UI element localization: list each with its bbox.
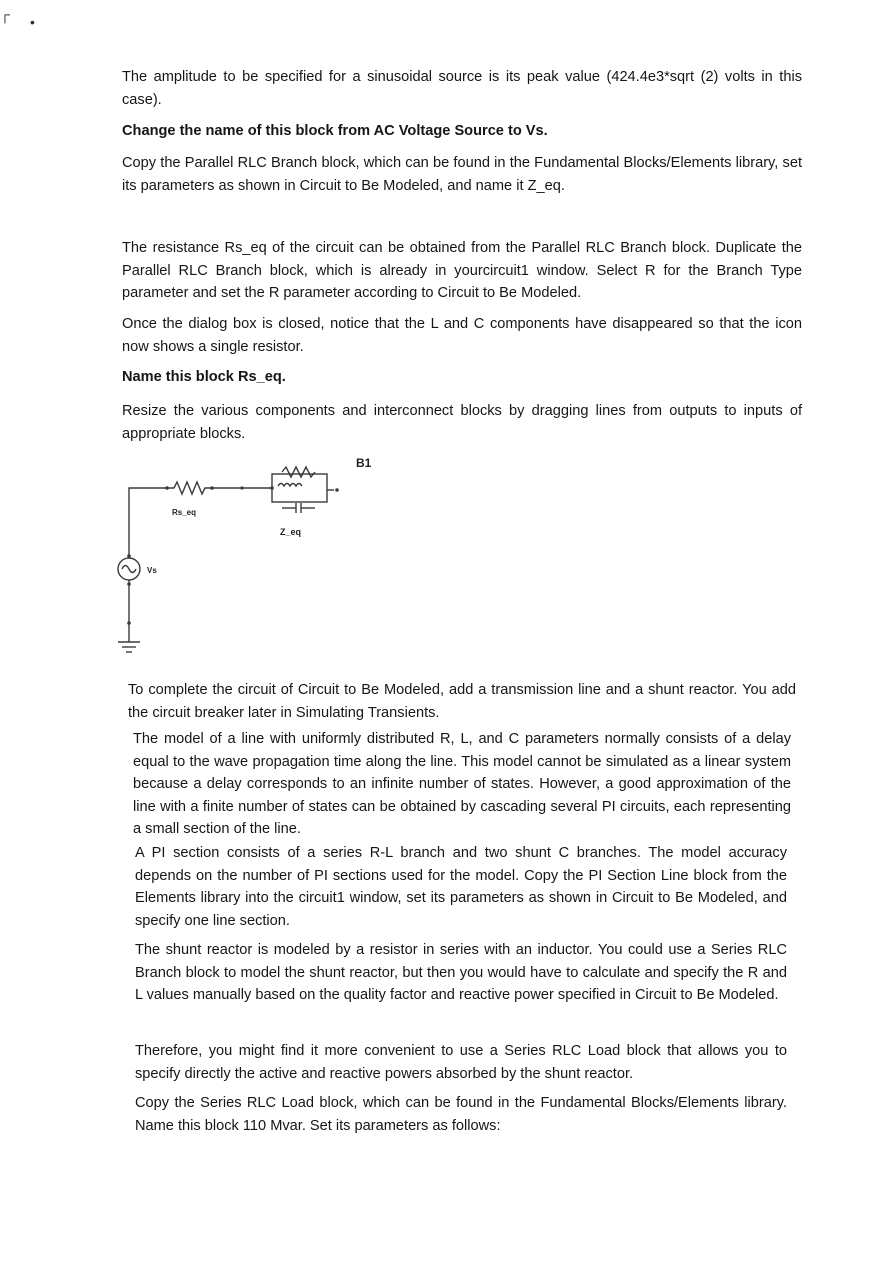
paragraph-name-rs-eq: Name this block Rs_eq. (122, 369, 286, 385)
ground-terminal (127, 621, 131, 625)
paragraph-rename-vs: Change the name of this block from AC Voltage Source to Vs. (122, 123, 548, 139)
paragraph-amplitude: The amplitude to be specified for a sinusoidal source is its peak value (424.4e3*sqrt (2) volts in this case). (122, 69, 802, 108)
rs-eq-label: Rs_eq (172, 508, 197, 517)
z-eq-inductor-coils (278, 484, 302, 487)
z-eq-terminal-left (270, 486, 274, 490)
wire-left-riser (129, 488, 167, 544)
paragraph-shunt-reactor: The shunt reactor is modeled by a resistor in series with an inductor. You could use a Series RLC Branch block to model the shunt reactor, but then you would have to calculate and specify the R and L values manually based on the quality factor and reactive power specified in Circuit to Be Modeled. (135, 942, 787, 1003)
parallel-rlc-z-eq-box (272, 474, 327, 502)
bus-dot (240, 486, 243, 489)
paragraph-line-model: The model of a line with uniformly distributed R, L, and C parameters normally consists of a delay equal to the wave propagation time along the line. This model cannot be simulated as a linear system because a delay corresponds to an infinite number of states. However, a good approximation of the line with a finite number of states can be obtained by cascading several PI circuits, each representing a small section of the line. (133, 731, 791, 837)
source-terminal-bottom (127, 582, 131, 586)
resistor-rs-eq-symbol (167, 482, 212, 494)
z-eq-resistor-zigzag (282, 467, 315, 477)
scan-dot-mark: • (30, 14, 35, 30)
paragraph-pi-section: A PI section consists of a series R-L branch and two shunt C branches. The model accuracy depends on the number of PI sections used for the model. Copy the PI Section Line block from the Elements library into the circuit1 window, set its parameters as shown in Circuit to Be Modeled, and specify one line section. (135, 845, 787, 929)
rs-eq-terminal-left (165, 486, 169, 490)
z-eq-terminal-right (335, 488, 339, 492)
rs-eq-terminal-right (210, 486, 214, 490)
paragraph-copy-series-rlc-load: Copy the Series RLC Load block, which can be found in the Fundamental Blocks/Elements library. Name this block 110 Mvar. Set its parameters as follows: (135, 1095, 787, 1134)
ac-source-sine (122, 566, 136, 573)
paragraph-copy-parallel-rlc: Copy the Parallel RLC Branch block, which can be found in the Fundamental Blocks/Elements library, set its parameters as shown in Circuit to Be Modeled, and name it Z_eq. (122, 155, 802, 194)
bus-label-b1: B1 (356, 456, 372, 470)
scan-corner-mark: ┌ (0, 6, 10, 22)
source-terminal-top (127, 554, 131, 558)
circuit-diagram (112, 452, 382, 670)
paragraph-series-rlc-load: Therefore, you might find it more convenient to use a Series RLC Load block that allows you to specify directly the active and reactive powers absorbed by the shunt reactor. (135, 1043, 787, 1082)
vs-label: Vs (147, 566, 157, 575)
paragraph-complete-circuit: To complete the circuit of Circuit to Be Modeled, add a transmission line and a shunt reactor. You add the circuit breaker later in Simulating Transients. (128, 682, 796, 721)
paragraph-resize-components: Resize the various components and interconnect blocks by dragging lines from outputs to inputs of appropriate blocks. (122, 403, 802, 442)
paragraph-resistance-rs-eq: The resistance Rs_eq of the circuit can be obtained from the Parallel RLC Branch block. Duplicate the Parallel RLC Branch block, which is already in yourcircuit1 window. Select R for the Branch Type parameter and set the R parameter according to Circuit to Be Modeled. (122, 240, 802, 301)
z-eq-label: Z_eq (280, 527, 302, 537)
paragraph-dialog-closed: Once the dialog box is closed, notice that the L and C components have disappeared so that the icon now shows a single resistor. (122, 316, 802, 355)
